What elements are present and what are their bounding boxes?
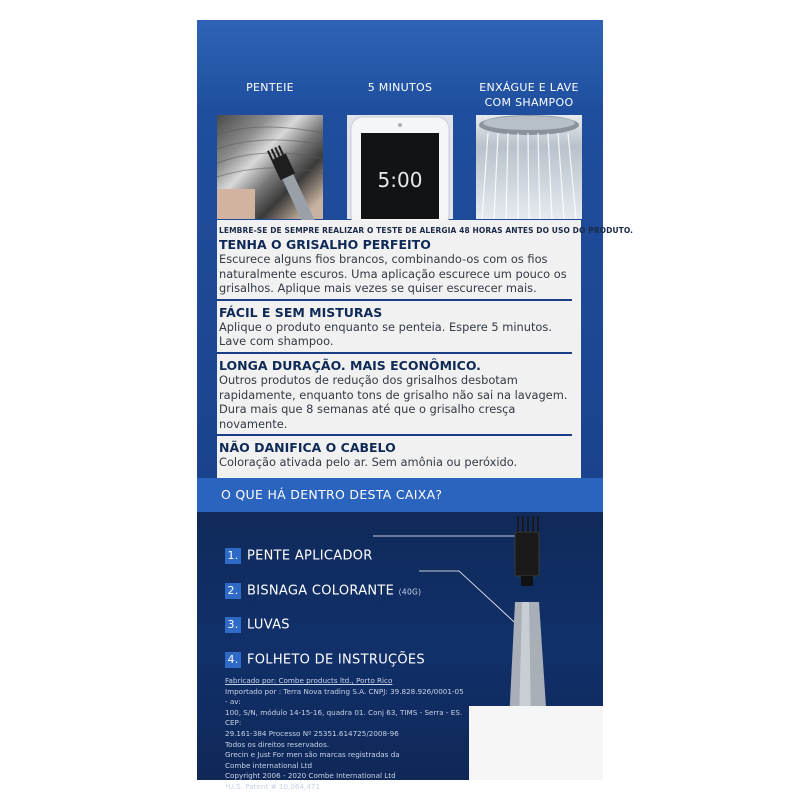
benefits-panel <box>217 220 634 478</box>
comb-icon <box>217 115 323 219</box>
shower-icon <box>476 115 582 219</box>
section-no-damage <box>217 440 581 470</box>
step-label-rinse <box>471 80 587 110</box>
section-line: Escurece alguns fios brancos, combinando-os com os fios <box>219 252 548 266</box>
footer-line: *U.S. Patent # 10,064,471 <box>225 781 321 791</box>
footer-line: 29.161-384 Processo Nº 25351.614725/2008-96 <box>225 728 399 738</box>
item-number: 3. <box>225 617 241 633</box>
allergy-notice: LEMBRE-SE DE SEMPRE REALIZAR O TESTE DE ALERGIA 48 HORAS ANTES DO USO DO PRODUTO. <box>219 226 634 235</box>
section-line: Coloração ativada pelo ar. Sem amônia ou peróxido. <box>219 455 518 470</box>
item-number: 1. <box>225 548 241 564</box>
section-easy <box>217 305 581 349</box>
hair-comb-image <box>217 115 323 219</box>
section-line: naturalmente escuros. Uma aplicação escurece um pouco os <box>219 266 567 281</box>
contents-item-leaflet <box>225 652 425 668</box>
shower-image <box>476 115 582 219</box>
section-long-lasting <box>217 358 581 431</box>
footer-line: Todos os direitos reservados. <box>225 739 329 749</box>
phone-time: 5:00 <box>377 168 423 192</box>
step-label-rinse-line1: ENXÁGUE E LAVE <box>479 81 579 94</box>
item-number: 4. <box>225 652 241 668</box>
divider <box>217 299 572 301</box>
phone-timer-image <box>347 115 453 219</box>
section-title: TENHA O GRISALHO PERFEITO <box>219 237 431 252</box>
item-label: LUVAS <box>247 617 290 633</box>
product-box-back <box>197 20 634 791</box>
section-line: grisalhos. Aplique mais vezes se quiser escurecer mais. <box>219 281 537 296</box>
section-line: Aplique o produto enquanto se penteia. Espere 5 minutos. <box>219 319 552 334</box>
phone-icon <box>347 115 453 219</box>
section-line: rapidamente, enquanto tons de grisalho não sai na lavagem. <box>219 387 568 402</box>
usage-steps <box>197 20 603 220</box>
section-title: LONGA DURAÇÃO. MAIS ECONÔMICO. <box>219 357 481 373</box>
item-label: BISNAGA COLORANTE <box>247 583 395 599</box>
divider <box>217 434 572 436</box>
section-line: Outros produtos de redução dos grisalhos desbotam <box>219 372 518 387</box>
item-note: (40G) <box>398 587 422 597</box>
section-title: FÁCIL E SEM MISTURAS <box>219 304 383 320</box>
section-line: Dura mais que 8 semanas até que o grisalho cresça novamente. <box>219 402 516 431</box>
step-label-rinse-line2: COM SHAMPOO <box>484 96 574 109</box>
section-title: NÃO DANIFICA O CABELO <box>219 440 396 456</box>
footer-line: Grecin e Just For men são marcas registradas da <box>225 750 400 760</box>
applicator-comb-icon <box>515 516 539 586</box>
contents-item-comb <box>225 548 373 564</box>
contents-item-gloves <box>225 617 290 633</box>
step-label-comb: PENTEIE <box>246 81 294 94</box>
box-contents-band <box>197 478 603 512</box>
section-line: Lave com shampoo. <box>219 334 334 349</box>
section-perfect-gray <box>217 237 581 296</box>
footer-line: Importado por : Terra Nova trading S.A. CNPJ: 39.828.926/0001-05 - av: <box>225 686 464 707</box>
box-contents-heading: O QUE HÁ DENTRO DESTA CAIXA? <box>221 487 443 502</box>
step-label-wait: 5 MINUTOS <box>367 81 433 94</box>
blank-label-area <box>469 706 603 780</box>
divider <box>217 352 572 354</box>
manufacturer-line: Fabricado por: Combe products ltd., Porto Rico <box>225 676 393 685</box>
item-label: FOLHETO DE INSTRUÇÕES <box>247 652 425 668</box>
footer-line: Copyright 2006 - 2020 Combe International Ltd <box>225 771 396 781</box>
footer-line: Combe international Ltd <box>225 760 313 770</box>
footer-line: 100, S/N, módulo 14-15-16, quadra 01. Conj 63, TIMS - Serra - ES. CEP: <box>225 707 463 728</box>
item-label: PENTE APLICADOR <box>247 548 373 564</box>
legal-footer <box>225 676 465 793</box>
item-number: 2. <box>225 583 241 599</box>
contents-item-tube <box>225 583 421 599</box>
